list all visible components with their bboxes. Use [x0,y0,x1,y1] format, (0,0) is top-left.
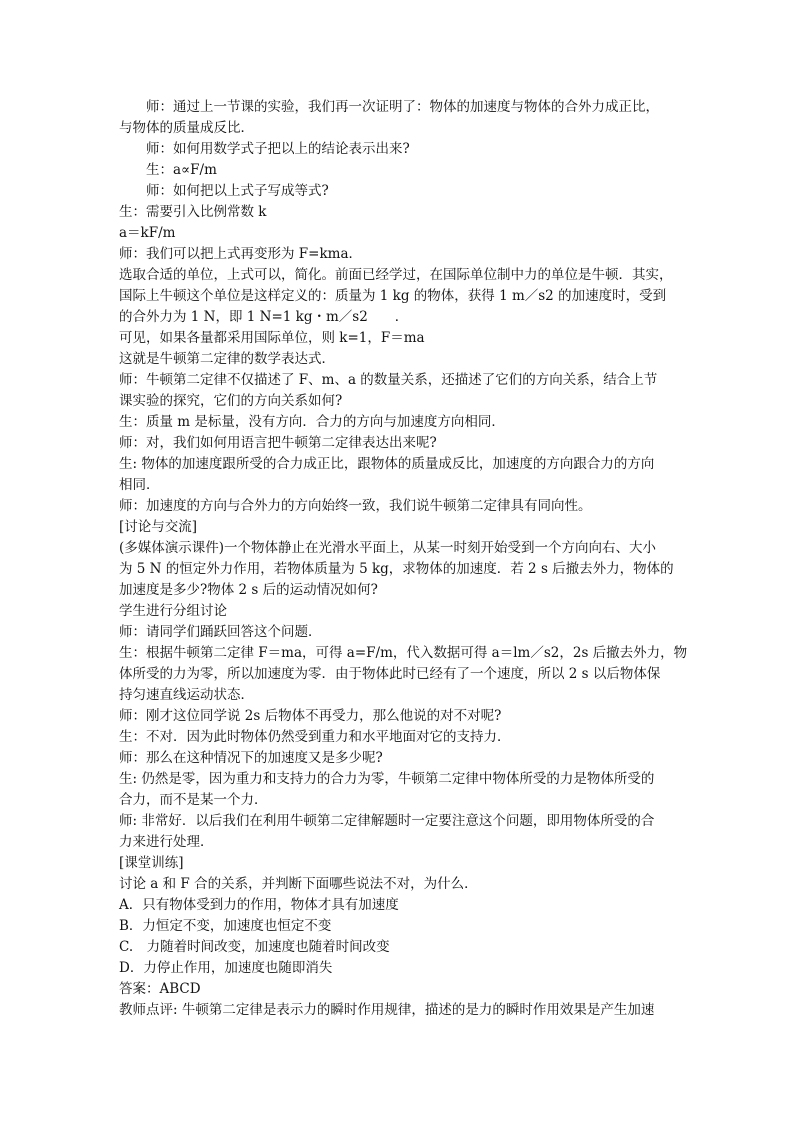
text-line: 教师点评: 牛顿第二定律是表示力的瞬时作用规律，描述的是力的瞬时作用效果是产生加速 [119,1002,655,1018]
text-line: 相同． [119,477,160,493]
text-line: 生: 仍然是零，因为重力和支持力的合力为零，牛顿第二定律中物体所受的力是物体所受的 [119,771,655,787]
text-line: 生：a∝F/m [146,162,217,178]
text-line: 体所受的力为零，所以加速度为零．由于物体此时已经有了一个速度，所以 2 s 以后物体保 [119,666,661,682]
text-line: 课实验的探究，它们的方向关系如何? [119,393,343,409]
text-line: 学生进行分组讨论 [119,603,227,619]
text-line: (多媒体演示课件)一个物体静止在光滑水平面上，从某一时刻开始受到一个方向向右、大小 [119,540,657,556]
text-line: 生：根据牛顿第二定律 F＝ma，可得 a=F/m，代入数据可得 a＝lm／s2，2s 后撤去外力，物 [119,645,688,661]
text-line: 师：我们可以把上式再变形为 F=kma． [119,246,362,262]
text-line: 师: 非常好．以后我们在利用牛顿第二定律解题时一定要注意这个问题，即用物体所受的合 [119,813,655,829]
text-line: 力来进行处理． [119,834,214,850]
text-line: 师：对，我们如何用语言把牛顿第二定律表达出来呢? [119,435,437,451]
text-line: 师：加速度的方向与合外力的方向始终一致，我们说牛顿第二定律具有同向性。 [119,498,592,514]
text-line: 师：那么在这种情况下的加速度又是多少呢? [119,750,383,766]
text-line: 师：如何把以上式子写成等式? [146,183,329,199]
text-line: 生：质量 m 是标量，没有方向．合力的方向与加速度方向相同． [119,414,505,430]
text-line: 生: 物体的加速度跟所受的合力成正比，跟物体的质量成反比，加速度的方向跟合力的方向 [119,456,655,472]
option-a: A．只有物体受到力的作用，物体才具有加速度 [119,897,399,913]
text-line: 讨论 a 和 F 合的关系，并判断下面哪些说法不对，为什么． [119,876,478,892]
section-heading: [讨论与交流] [119,519,198,535]
text-line: 师：请同学们踊跃回答这个问题． [119,624,322,640]
text-line: 师：刚才这位同学说 2s 后物体不再受力，那么他说的对不对呢? [119,708,502,724]
text-line: 持匀速直线运动状态． [119,687,254,703]
text-line: 加速度是多少?物体 2 s 后的运动情况如何? [119,582,378,598]
text-line: 师：如何用数学式子把以上的结论表示出来? [146,141,410,157]
text-line: 与物体的质量成反比． [119,120,254,136]
text-line: 国际上牛顿这个单位是这样定义的：质量为 1 kg 的物体，获得 1 m／s2 的加速度时，受到 [119,288,667,304]
option-c: C. 力随着时间改变，加速度也随着时间改变 [119,939,390,955]
text-line: 可见，如果各量都采用国际单位，则 k=1，F＝ma [119,330,425,346]
text-line: 为 5 N 的恒定外力作用，若物体质量为 5 kg，求物体的加速度．若 2 s 后撤去外力，物体的 [119,561,674,577]
section-heading: [课堂训练] [119,855,184,871]
text-line: 选取合适的单位，上式可以，简化。前面已经学过，在国际单位制中力的单位是牛顿．其实， [119,267,673,283]
text-line: 生：不对．因为此时物体仍然受到重力和水平地面对它的支持力． [119,729,511,745]
text-line: 师：通过上一节课的实验，我们再一次证明了：物体的加速度与物体的合外力成正比， [146,99,659,115]
text-line: 合力，而不是某一个力． [119,792,268,808]
text-line: 这就是牛顿第二定律的数学表达式． [119,351,335,367]
answer: 答案：ABCD [119,981,201,997]
text-line: 师：牛顿第二定律不仅描述了 F、m、a 的数量关系，还描述了它们的方向关系，结合上节 [119,372,658,388]
option-d: D．力停止作用，加速度也随即消失 [119,960,333,976]
text-line: 的合外力为 1 N，即 1 N=1 kg・m／s2 ． [119,309,409,325]
option-b: B．力恒定不变，加速度也恒定不变 [119,918,332,934]
text-line: a＝kF/m [119,225,176,241]
text-line: 生：需要引入比例常数 k [119,204,267,220]
